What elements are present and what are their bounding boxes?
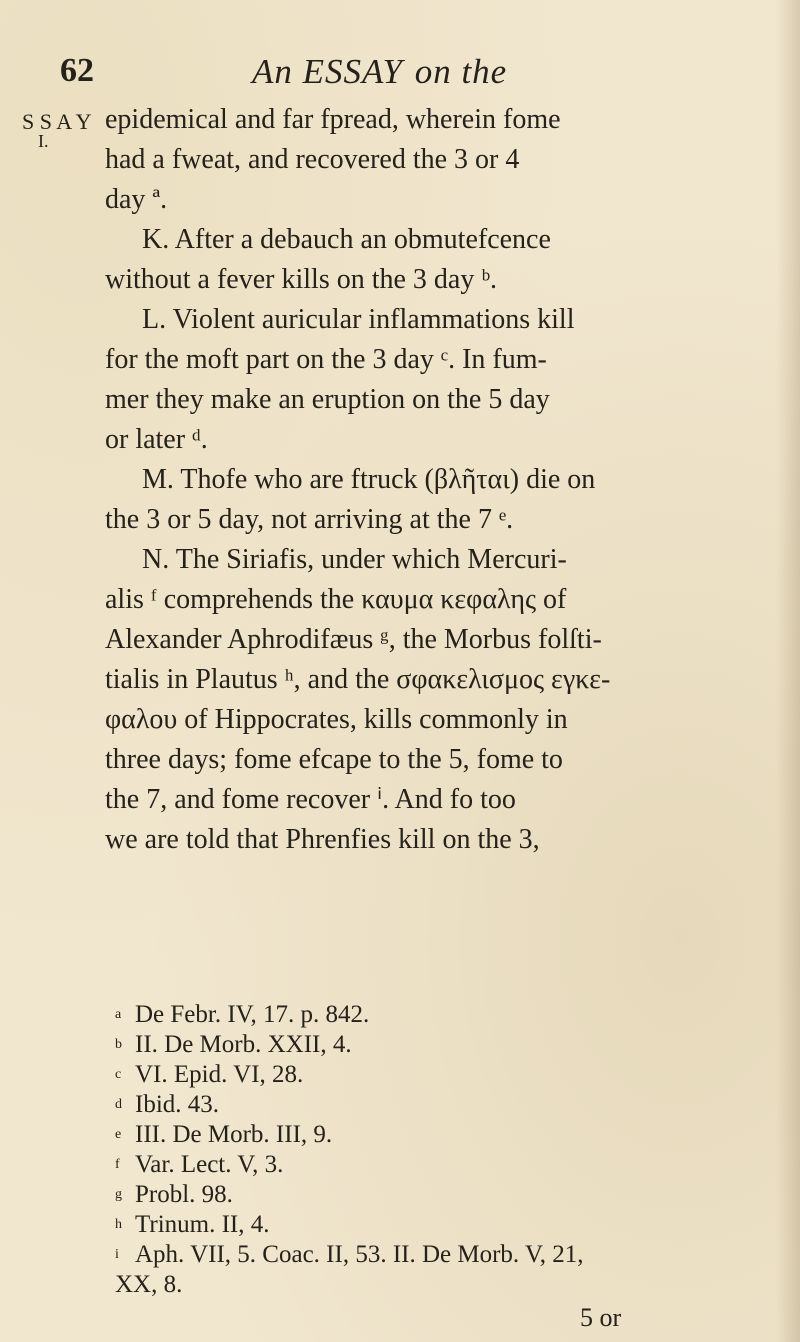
text-line: we are told that Phrenfies kill on the 3, xyxy=(105,824,540,855)
page-edge-shadow xyxy=(776,0,800,1342)
text-line: Alexander Aphrodifæus ᵍ, the Morbus folſti- xyxy=(105,624,602,655)
footnotes xyxy=(115,1000,735,1300)
text-line: M. Thofe who are ftruck (βλῆται) die on xyxy=(142,464,596,495)
text-line: mer they make an eruption on the 5 day xyxy=(105,384,550,415)
text-line: day ª. xyxy=(105,184,168,215)
footnote-mark: d xyxy=(115,1097,122,1112)
footnote xyxy=(115,1120,735,1150)
footnote xyxy=(115,1030,735,1060)
footnote-text: II. De Morb. XXII, 4. xyxy=(135,1031,352,1058)
footnote-text: VI. Epid. VI, 28. xyxy=(135,1061,304,1088)
footnote-text: Aph. VII, 5. Coac. II, 53. II. De Morb. V, 21, xyxy=(135,1241,584,1268)
page-number: 62 xyxy=(60,52,94,89)
text-line: three days; fome efcape to the 5, fome to xyxy=(105,744,563,775)
footnote-text: Probl. 98. xyxy=(135,1181,233,1208)
footnote-mark: a xyxy=(115,1007,122,1022)
footnote-text: Var. Lect. V, 3. xyxy=(135,1151,284,1178)
footnote-text: XX, 8. xyxy=(115,1271,183,1298)
text-line: N. The Siriafis, under which Mercuri- xyxy=(142,544,567,575)
margin-note-1: S S A Y xyxy=(22,109,92,134)
footnote-text: Ibid. 43. xyxy=(135,1091,220,1118)
footnote xyxy=(115,1180,735,1210)
footnote xyxy=(115,1150,735,1180)
catchword: 5 or xyxy=(580,1303,622,1332)
footnote xyxy=(115,1240,735,1270)
body-text xyxy=(105,100,725,860)
footnote xyxy=(115,1090,735,1120)
footnote xyxy=(115,1210,735,1240)
text-line: without a fever kills on the 3 day ᵇ. xyxy=(105,264,498,295)
footnote-mark: g xyxy=(115,1187,122,1202)
footnote-continuation xyxy=(115,1270,735,1300)
margin-note-2: I. xyxy=(38,131,49,151)
footnote-text: III. De Morb. III, 9. xyxy=(135,1121,333,1148)
footnote-mark: h xyxy=(115,1217,122,1232)
footnote-mark: f xyxy=(115,1157,120,1172)
running-header xyxy=(60,52,700,102)
running-title-main: An ESSAY xyxy=(252,52,403,91)
text-line: φαλου of Hippocrates, kills commonly in xyxy=(105,704,568,735)
running-title xyxy=(252,52,507,92)
footnote-mark: i xyxy=(115,1247,119,1262)
footnote-mark: b xyxy=(115,1037,122,1052)
footnote xyxy=(115,1060,735,1090)
text-line: the 3 or 5 day, not arriving at the 7 ᵉ. xyxy=(105,504,514,535)
running-title-tail: on the xyxy=(414,52,508,91)
text-line: alis ᶠ comprehends the καυμα κεφαλης of xyxy=(105,584,567,615)
footnote-text: Trinum. II, 4. xyxy=(135,1211,270,1238)
text-line: had a fweat, and recovered the 3 or 4 xyxy=(105,144,520,175)
text-line: K. After a debauch an obmutefcence xyxy=(142,224,551,255)
text-line: tialis in Plautus ʰ, and the σφακελισμος εγκε- xyxy=(105,664,611,695)
text-line: epidemical and far fpread, wherein fome xyxy=(105,104,561,135)
footnote-mark: c xyxy=(115,1067,122,1082)
text-line: the 7, and fome recover ⁱ. And fo too xyxy=(105,784,516,815)
footnote-mark: e xyxy=(115,1127,122,1142)
text-line: or later ᵈ. xyxy=(105,424,208,455)
footnote xyxy=(115,1000,735,1030)
text-line: L. Violent auricular inflammations kill xyxy=(142,304,575,335)
text-line: for the moft part on the 3 day ᶜ. In fum- xyxy=(105,344,547,375)
footnote-text: De Febr. IV, 17. p. 842. xyxy=(135,1001,370,1028)
